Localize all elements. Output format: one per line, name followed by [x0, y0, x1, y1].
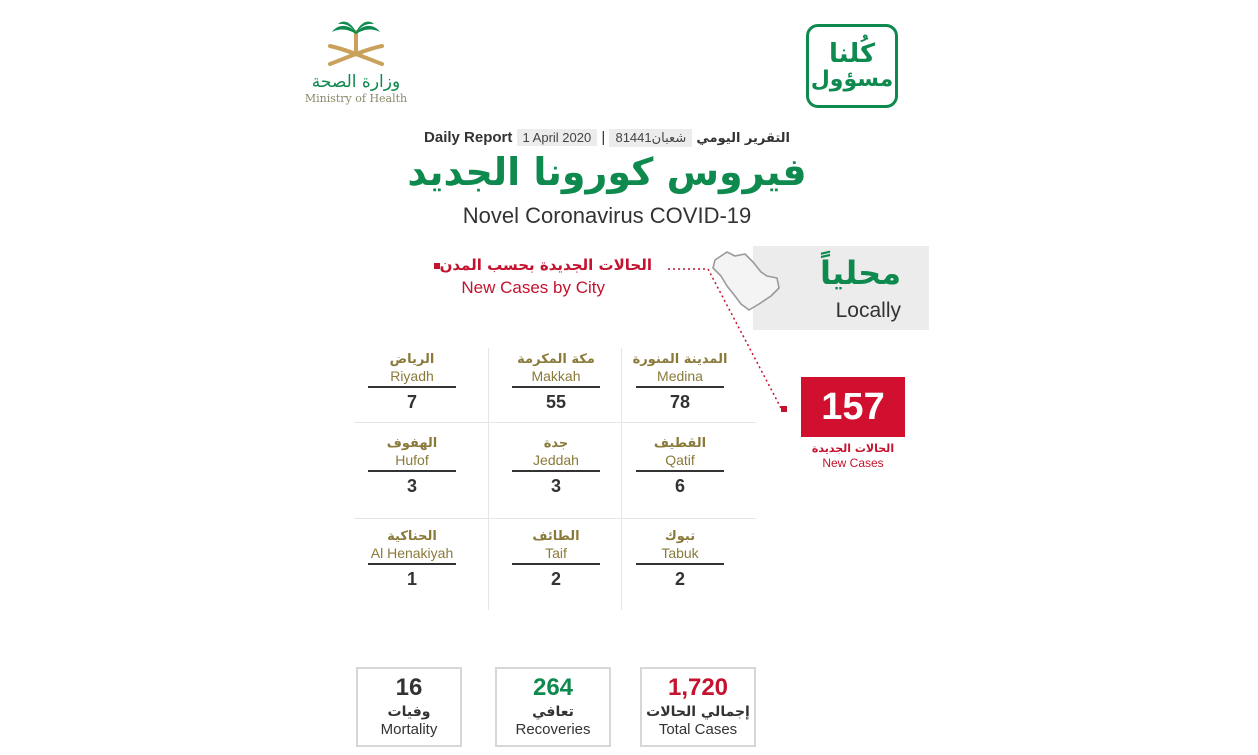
city-name-en: Hufof [395, 452, 429, 468]
city-case-count: 1 [406, 569, 417, 589]
city-case-count: 3 [406, 476, 417, 496]
total-cases-value: 1,720 [667, 674, 729, 701]
city-case-count: 2 [674, 569, 685, 589]
city-case-count: 2 [550, 569, 561, 589]
daily-report-line: Daily Report 1 April 2020 | 8شعبان1441 التقرير اليومي [424, 129, 790, 146]
mortality-label-en: Mortality [380, 721, 438, 738]
report-label-ar: التقرير اليومي [696, 131, 790, 146]
recoveries-label-ar: تعافي [532, 704, 574, 720]
city-name-ar: الطائف [532, 529, 580, 544]
city-name-ar: الرياض [389, 352, 435, 367]
city-cell-al-henakiyah [350, 529, 474, 615]
slogan-line-1: كُلنا [828, 39, 876, 69]
city-cell-taif [494, 529, 618, 615]
city-header-en: New Cases by City [461, 278, 605, 297]
new-cases-value: 157 [801, 377, 905, 437]
city-name-ar: مكة المكرمة [517, 352, 595, 367]
city-name-en: Al Henakiyah [370, 545, 454, 561]
city-cell-qatif [618, 436, 742, 522]
recoveries-label-en: Recoveries [515, 721, 591, 738]
city-header-ar [390, 256, 652, 274]
city-cell-hufof [350, 436, 474, 522]
city-name-ar: تبوك [664, 529, 696, 544]
slogan-logo [806, 24, 898, 108]
ministry-name-en: Ministry of Health [304, 92, 408, 105]
city-name-ar: القطيف [653, 436, 707, 451]
mortality-label-ar: وفيات [387, 704, 431, 720]
report-label-en: Daily Report [424, 129, 513, 146]
mortality-value: 16 [395, 674, 423, 701]
palm-swords-emblem-icon [316, 20, 396, 72]
city-case-count: 78 [669, 392, 691, 412]
stat-recoveries [495, 667, 611, 747]
ministry-logo [300, 20, 412, 115]
slogan-line-2: مسؤول [810, 67, 894, 92]
city-cell-makkah [494, 352, 618, 438]
total-cases-label-ar: إجمالي الحالات [646, 704, 750, 720]
city-name-en: Riyadh [390, 368, 434, 384]
city-case-count: 6 [674, 476, 685, 496]
city-cell-medina [618, 352, 742, 438]
city-cell-tabuk [618, 529, 742, 615]
stat-total-cases [640, 667, 756, 747]
city-cell-riyadh [350, 352, 474, 438]
city-name-ar: جدة [543, 436, 569, 451]
city-name-ar: الحناكية [387, 529, 437, 544]
new-cases-label-en: New Cases [822, 456, 884, 470]
city-name-en: Qatif [665, 452, 695, 468]
city-case-count: 55 [545, 392, 567, 412]
city-name-ar: المدينة المنورة [632, 352, 728, 367]
page-title-en: Novel Coronavirus COVID-19 [462, 203, 752, 228]
city-case-count: 3 [550, 476, 561, 496]
page-title-ar: فيروس كورونا الجديد [407, 150, 807, 194]
total-cases-label-en: Total Cases [658, 721, 738, 738]
report-hijri-date: 8شعبان1441 [609, 129, 692, 147]
recoveries-value: 264 [532, 674, 574, 701]
city-name-en: Taif [545, 545, 567, 561]
city-name-en: Makkah [531, 368, 581, 384]
city-name-en: Jeddah [533, 452, 579, 468]
city-header-ar-text: الحالات الجديدة بحسب المدن [439, 256, 652, 274]
city-name-ar: الهفوف [386, 436, 438, 451]
new-cases-label-ar: الحالات الجديدة [811, 442, 895, 455]
city-cell-jeddah [494, 436, 618, 522]
ministry-name-ar: وزارة الصحة [311, 72, 401, 92]
city-case-count: 7 [406, 392, 417, 412]
locally-label-ar: محلياً [819, 254, 901, 292]
city-name-en: Medina [657, 368, 703, 384]
report-gregorian-date: 1 April 2020 [517, 129, 598, 146]
city-grid [354, 348, 756, 612]
city-name-en: Tabuk [661, 545, 699, 561]
stat-mortality [356, 667, 462, 747]
locally-label-en: Locally [835, 299, 901, 322]
